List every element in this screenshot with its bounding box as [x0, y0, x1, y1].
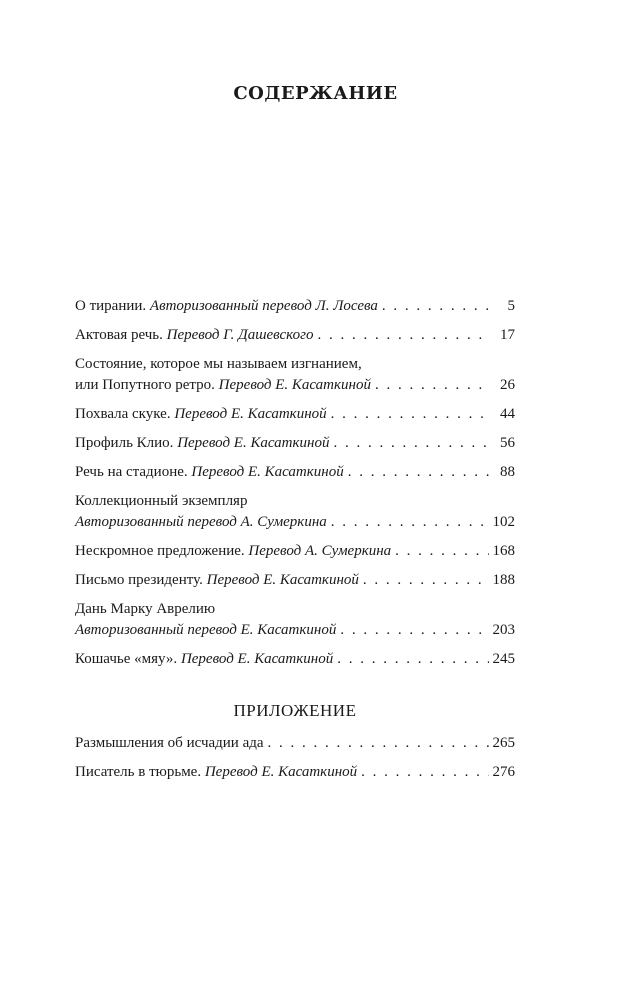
dot-leader	[333, 433, 489, 454]
entry-main-line	[75, 462, 515, 483]
entry-title: Размышления об исчадии ада	[75, 735, 264, 751]
entry-title: О тирании.	[75, 298, 147, 314]
entry-page-number: 88	[500, 464, 515, 480]
entry-title-line: Состояние, которое мы называем изгнанием,	[75, 356, 362, 372]
dot-leader	[337, 649, 488, 670]
entry-main-line	[75, 433, 515, 454]
entry-main-line	[75, 325, 515, 346]
toc-entry	[75, 599, 515, 641]
entry-main-line	[75, 649, 515, 670]
toc-appendix-list	[75, 733, 515, 783]
entry-title-line: Дань Марку Аврелию	[75, 601, 216, 617]
entry-translator: Перевод Е. Касаткиной	[204, 764, 358, 780]
entry-translator: Авторизованный перевод Е. Касаткиной	[75, 622, 337, 638]
toc-entry	[75, 354, 515, 396]
entry-page-number: 168	[492, 543, 515, 559]
toc-entry	[75, 433, 515, 454]
toc-entry	[75, 296, 515, 317]
toc-entry	[75, 649, 515, 670]
entry-translator: Перевод Г. Дашевского	[166, 327, 314, 343]
entry-translator: Перевод А. Сумеркина	[248, 543, 392, 559]
entry-main-line	[75, 512, 515, 533]
entry-translator: Перевод Е. Касаткиной	[191, 464, 344, 480]
entry-page-number: 56	[500, 435, 515, 451]
dot-leader	[331, 404, 489, 425]
entry-page-number: 188	[492, 572, 515, 588]
entry-main-line	[75, 541, 515, 562]
entry-translator: Авторизованный перевод А. Сумеркина	[75, 514, 327, 530]
entry-title: Письмо президенту.	[75, 572, 203, 588]
entry-translator: Авторизованный перевод Л. Лосева	[149, 298, 378, 314]
entry-main-line	[75, 404, 515, 425]
entry-page-number: 276	[492, 764, 515, 780]
entry-translator: Перевод Е. Касаткиной	[174, 406, 327, 422]
entry-page-number: 44	[500, 406, 515, 422]
entry-title-line: Коллекционный экземпляр	[75, 493, 248, 509]
entry-main-line	[75, 733, 515, 754]
toc-entry	[75, 541, 515, 562]
entry-title: Актовая речь.	[75, 327, 163, 343]
entry-title: Профиль Клио.	[75, 435, 174, 451]
toc-entry	[75, 733, 515, 754]
entry-title: Речь на стадионе.	[75, 464, 188, 480]
entry-title: или Попутного ретро.	[75, 377, 215, 393]
entry-main-line	[75, 762, 515, 783]
dot-leader	[348, 462, 489, 483]
entry-translator: Перевод Е. Касаткиной	[180, 651, 334, 667]
page-title: СОДЕРЖАНИЕ	[233, 83, 398, 104]
entry-title: Кошачье «мяу».	[75, 651, 178, 667]
toc-entry	[75, 491, 515, 533]
entry-main-line	[75, 375, 515, 396]
entry-translator: Перевод Е. Касаткиной	[206, 572, 359, 588]
dot-leader	[268, 733, 489, 754]
dot-leader	[361, 762, 488, 783]
entry-title: Похвала скуке.	[75, 406, 171, 422]
entry-page-number: 26	[500, 377, 515, 393]
entry-main-line	[75, 570, 515, 591]
entry-title: Писатель в тюрьме.	[75, 764, 202, 780]
toc-entry	[75, 762, 515, 783]
entry-translator: Перевод Е. Касаткиной	[177, 435, 330, 451]
dot-leader	[375, 375, 489, 396]
entry-page-number: 245	[492, 651, 515, 667]
dot-leader	[395, 541, 488, 562]
entry-page-number: 17	[500, 327, 515, 343]
dot-leader	[317, 325, 489, 346]
entry-page-number: 102	[492, 514, 515, 530]
table-of-contents	[75, 296, 515, 791]
dot-leader	[382, 296, 489, 317]
entry-page-number: 203	[492, 622, 515, 638]
appendix-title: ПРИЛОЖЕНИЕ	[233, 701, 357, 720]
entry-main-line	[75, 620, 515, 641]
toc-main-list	[75, 296, 515, 670]
entry-page-number: 265	[492, 735, 515, 751]
toc-entry	[75, 404, 515, 425]
toc-entry	[75, 570, 515, 591]
toc-entry	[75, 462, 515, 483]
dot-leader	[340, 620, 488, 641]
entry-page-number: 5	[507, 298, 515, 314]
dot-leader	[331, 512, 489, 533]
toc-entry	[75, 325, 515, 346]
entry-main-line	[75, 296, 515, 317]
entry-title: Нескромное предложение.	[75, 543, 245, 559]
dot-leader	[363, 570, 489, 591]
entry-translator: Перевод Е. Касаткиной	[218, 377, 371, 393]
